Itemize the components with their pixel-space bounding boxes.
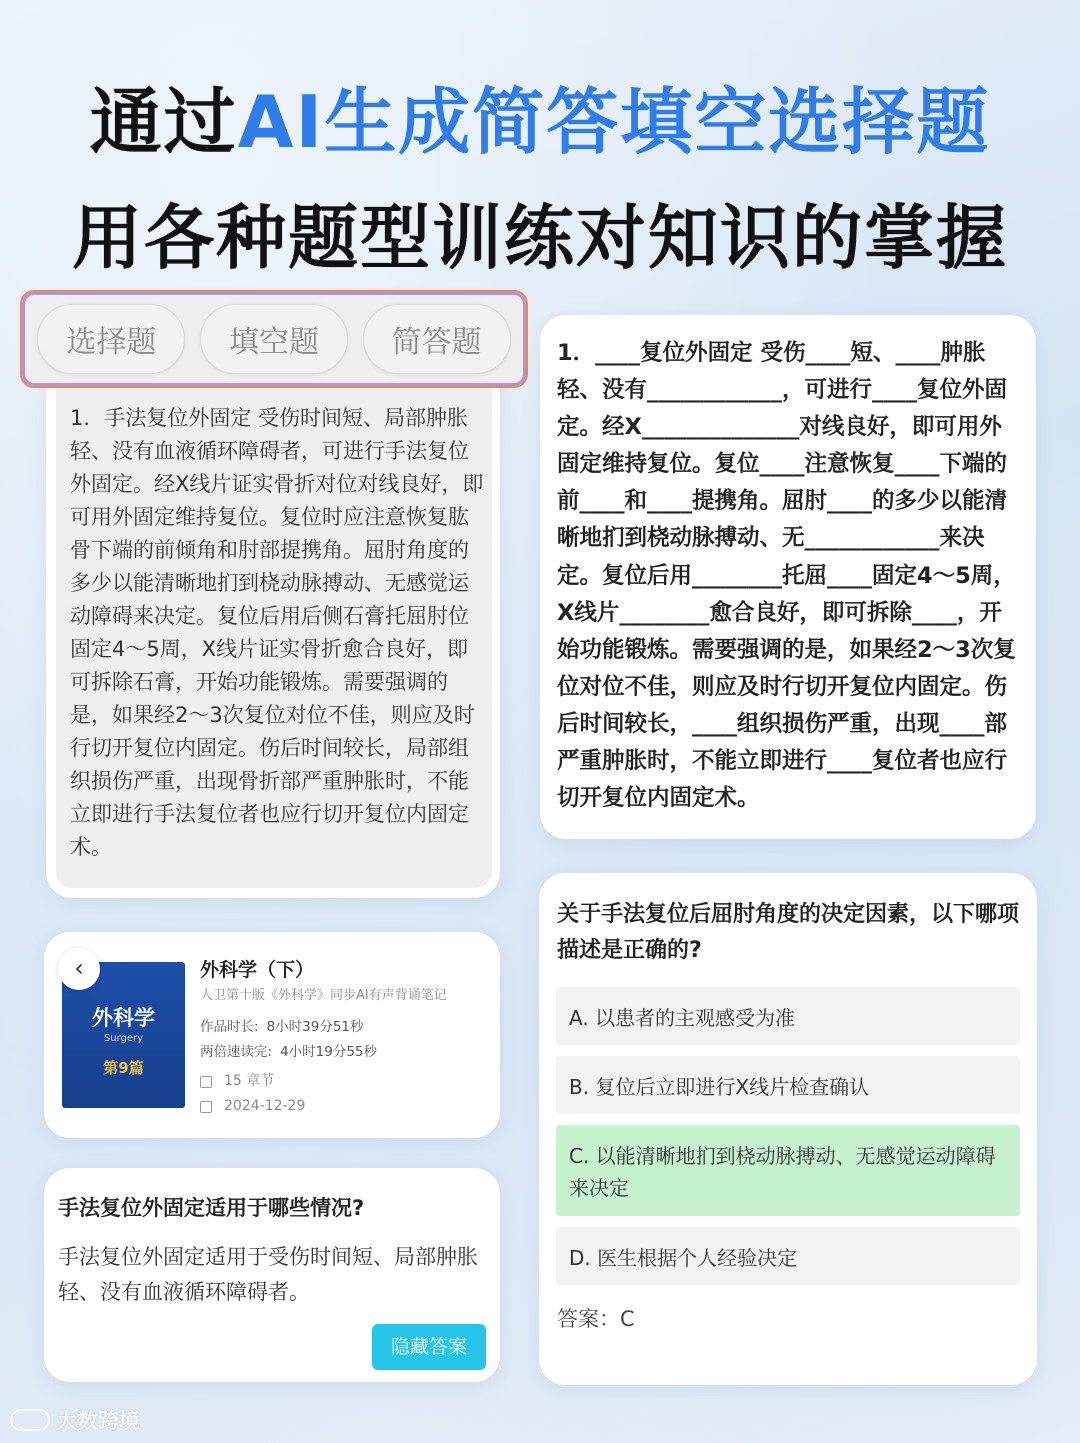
headline-prefix: 通过 xyxy=(89,80,238,164)
duration-label: 作品时长: xyxy=(200,1019,259,1035)
watermark-text: 大数跨境 xyxy=(56,1409,140,1433)
back-button[interactable]: ‹ xyxy=(58,948,100,990)
mcq-option-b[interactable]: B. 复位后立即进行X线片检查确认 xyxy=(556,1056,1020,1114)
chapters-count: 15 章节 xyxy=(224,1073,275,1089)
book-title: 外科学（下） xyxy=(200,959,315,981)
duration-value: 8小时39分51秒 xyxy=(266,1019,364,1035)
watermark-logo-icon xyxy=(10,1409,50,1431)
book-duration xyxy=(200,1015,490,1040)
speed-label: 两倍速读完: xyxy=(200,1044,273,1060)
chapter-icon xyxy=(200,1076,212,1088)
source-text-panel xyxy=(56,388,492,888)
calendar-icon xyxy=(200,1101,212,1113)
cover-title: 外科学 xyxy=(92,1006,155,1030)
book-date xyxy=(200,1094,490,1119)
watermark xyxy=(10,1405,140,1435)
hide-answer-button[interactable]: 隐藏答案 xyxy=(372,1324,486,1370)
fill-blank-card xyxy=(540,315,1036,839)
mcq-option-c[interactable]: C. 以能清晰地扪到桡动脉搏动、无感觉运动障碍来决定 xyxy=(556,1125,1020,1216)
book-chapters xyxy=(200,1069,490,1094)
fill-blank-text: 1．____复位外固定 受伤____短、____肿胀轻、没有____________，可进行____复位外固定。经X______________对线良好，即可用外固定维持复位。复位____注意恢复____下端的前____和____提携角。屈肘____的多少以能清晰地扪到桡动脉搏动、无____________来决定。复位后用________托屈____固定4～5周，X线片________愈合良好，即可拆除____，开始功能锻炼。需要强调的是，如果经2～3次复位对位不佳，则应及时行切开复位内固定。伤后时间较长，____组织损伤严重，出现____部严重肿胀时，不能立即进行____复位者也应行切开复位内固定术。 xyxy=(557,340,1016,812)
book-info xyxy=(200,956,490,1119)
book-description: 人卫第十版《外科学》同步AI有声背诵笔记 xyxy=(200,988,447,1003)
tab-fill-blank[interactable]: 填空题 xyxy=(200,304,348,374)
mcq-option-a[interactable]: A. 以患者的主观感受为准 xyxy=(556,987,1020,1045)
source-text: 1．手法复位外固定 受伤时间短、局部肿胀轻、没有血液循环障碍者，可进行手法复位外固定。经X线片证实骨折对位对线良好，即可用外固定维持复位。复位时应注意恢复肱骨下端的前倾角和肘部提携角。屈肘角度的多少以能清晰地扪到桡动脉搏动、无感觉运动障碍来决定。复位后用后侧石膏托屈肘位固定4～5周，X线片证实骨折愈合良好，即可拆除石膏，开始功能锻炼。需要强调的是，如果经2～3次复位对位不佳，则应及时行切开复位内固定。伤后时间较长，局部组织损伤严重，出现骨折部严重肿胀时，不能立即进行手法复位者也应行切开复位内固定术。 xyxy=(70,406,484,859)
date-value: 2024-12-29 xyxy=(224,1098,306,1114)
tab-short-answer[interactable]: 简答题 xyxy=(363,304,511,374)
short-answer-question: 手法复位外固定适用于哪些情况? xyxy=(58,1196,365,1220)
speed-value: 4小时19分55秒 xyxy=(280,1044,378,1060)
mcq-option-d[interactable]: D. 医生根据个人经验决定 xyxy=(556,1227,1020,1285)
headline-line-2: 用各种题型训练对知识的掌握 xyxy=(72,197,1008,279)
headline-accent: AI xyxy=(237,80,325,164)
headline-suffix: 生成简答填空选择题 xyxy=(324,80,991,164)
tab-multiple-choice[interactable]: 选择题 xyxy=(37,304,185,374)
cover-part: 第9篇 xyxy=(103,1059,144,1077)
mcq-answer: 答案：C xyxy=(557,1307,635,1331)
book-speed xyxy=(200,1040,490,1065)
question-type-tabs xyxy=(20,290,528,388)
headline-line-1 xyxy=(0,64,1080,168)
short-answer-card xyxy=(44,1168,500,1382)
multiple-choice-card xyxy=(539,873,1037,1385)
mcq-question: 关于手法复位后屈肘角度的决定因素，以下哪项描述是正确的? xyxy=(557,902,1020,963)
short-answer-text: 手法复位外固定适用于受伤时间短、局部肿胀轻、没有血液循环障碍者。 xyxy=(58,1245,478,1304)
cover-subtitle: Surgery xyxy=(103,1033,144,1044)
